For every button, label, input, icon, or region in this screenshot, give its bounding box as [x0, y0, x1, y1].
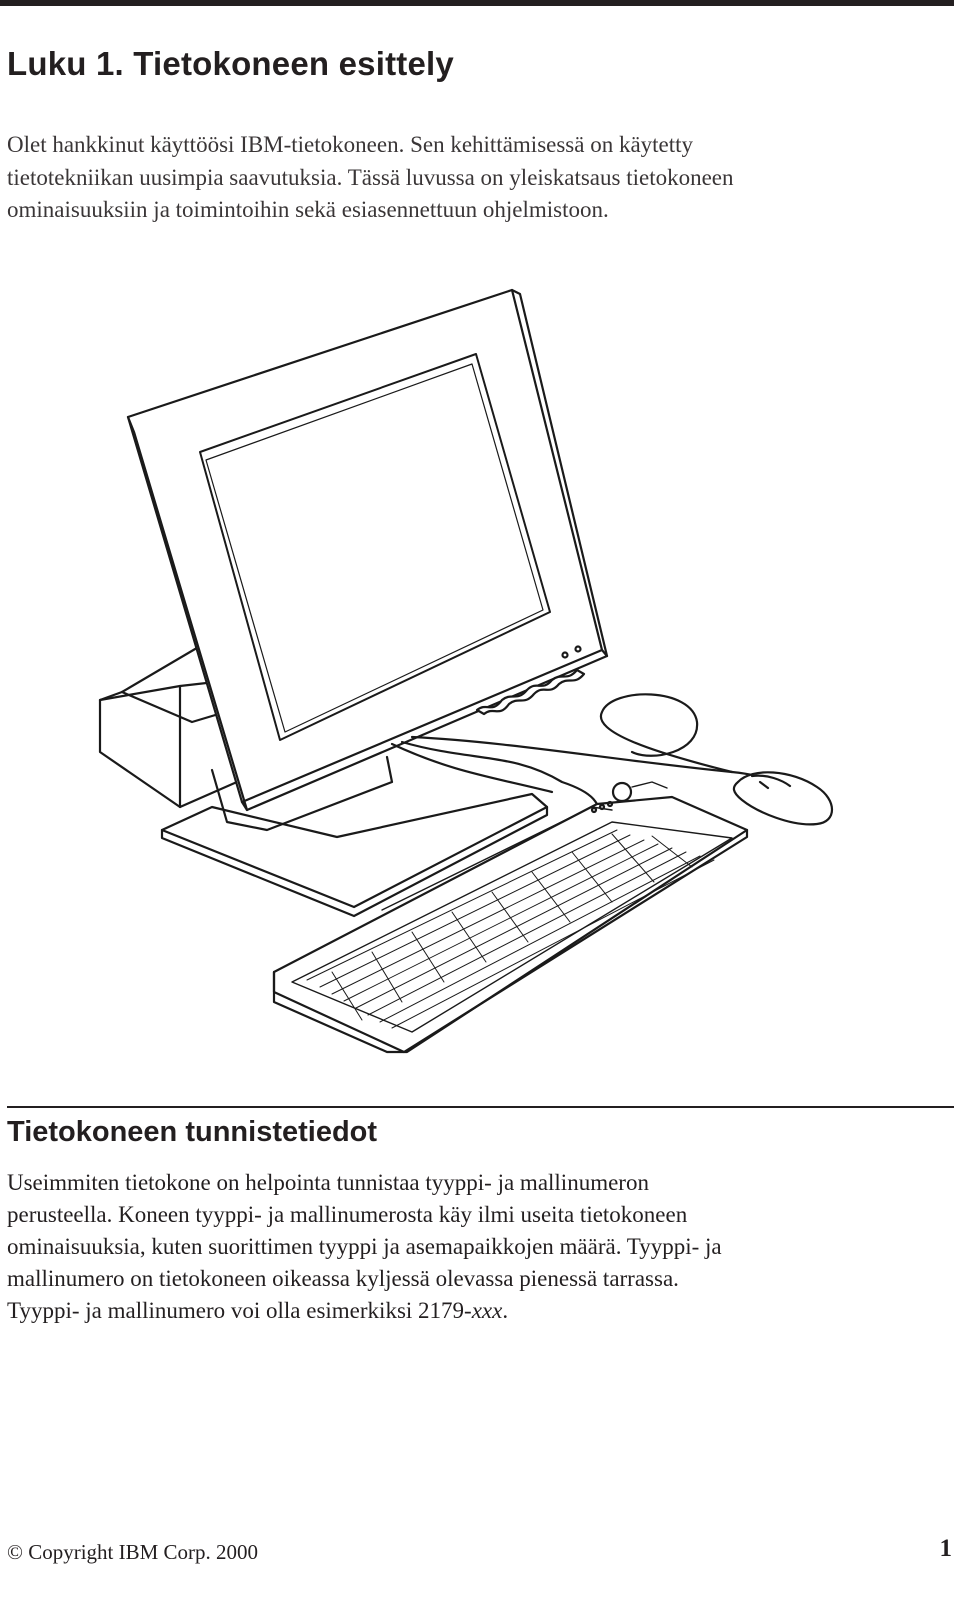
body-line: mallinumero on tietokoneen oikeassa kyljessä olevassa pienessä tarrassa. [7, 1266, 679, 1291]
body-line: ominaisuuksia, kuten suorittimen tyyppi ja asemapaikkojen määrä. Tyyppi- ja [7, 1234, 722, 1259]
mouse [734, 772, 832, 824]
footer-copyright: © Copyright IBM Corp. 2000 [7, 1540, 259, 1564]
top-rule [0, 0, 954, 6]
chapter-title: Luku 1. Tietokoneen esittely [7, 45, 454, 82]
page-number: 1 [939, 1535, 952, 1562]
section-rule [7, 1106, 954, 1108]
model-placeholder: xxx [471, 1298, 503, 1323]
desktop-computer-illustration [92, 282, 852, 1072]
body-line: Useimmiten tietokone on helpointa tunnistaa tyyppi- ja mallinumeron [7, 1170, 649, 1195]
section-paragraph [7, 1167, 952, 1327]
keyboard-scroll-icon [613, 783, 631, 801]
body-line-prefix: Tyyppi- ja mallinumero voi olla esimerkiksi 2179- [7, 1298, 472, 1323]
intro-line: Olet hankkinut käyttöösi IBM-tietokoneen. Sen kehittämisessä on käytetty [7, 132, 694, 157]
intro-line: ominaisuuksiin ja toimintoihin sekä esiasennettuun ohjelmistoon. [7, 197, 609, 222]
section-title: Tietokoneen tunnistetiedot [7, 1116, 378, 1148]
body-line: perusteella. Koneen tyyppi- ja mallinumerosta käy ilmi useita tietokoneen [7, 1202, 688, 1227]
intro-line: tietotekniikan uusimpia saavutuksia. Tässä luvussa on yleiskatsaus tietokoneen [7, 164, 734, 190]
intro-paragraph [7, 129, 947, 227]
body-line-suffix: . [502, 1298, 509, 1323]
